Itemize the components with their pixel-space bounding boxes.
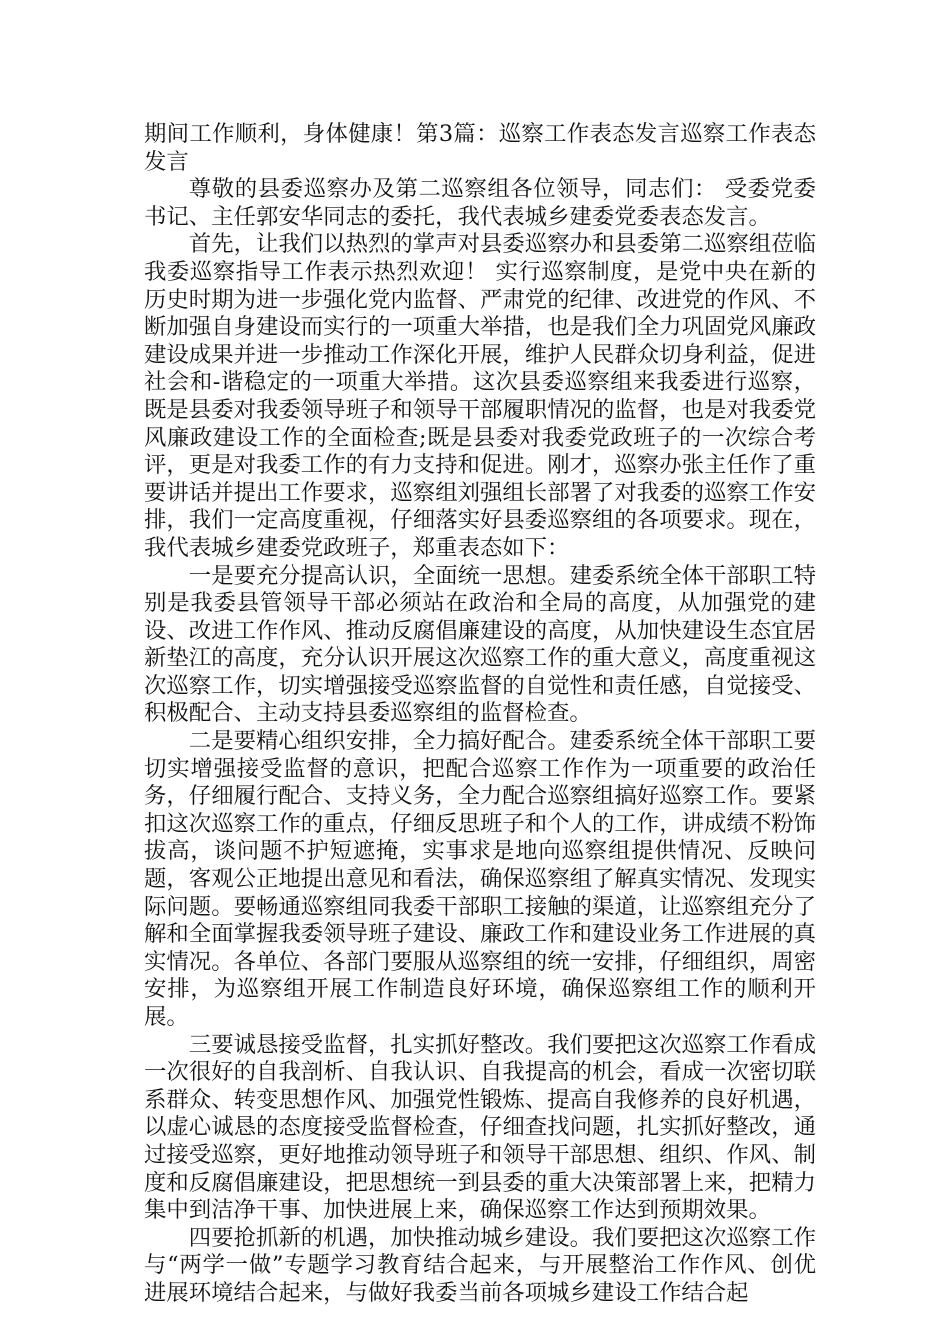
paragraph-salutation: 尊敬的县委巡察办及第二巡察组各位领导，同志们： 受委党委书记、主任郭安华同志的委托，我代表城乡建委党委表态发言。 — [144, 176, 816, 230]
paragraph-point-one: 一是要充分提高认识，全面统一思想。建委系统全体干部职工特别是我委县管领导干部必须站在政治和全局的高度，从加强党的建设、改进工作作风、推动反腐倡廉建设的高度，从加快建设生态宜居新垫江的高度，充分认识开展这次巡察工作的重大意义，高度重视这次巡察工作，切实增强接受巡察监督的自觉性和责任感，自觉接受、积极配合、主动支持县委巡察组的监督检查。 — [144, 562, 816, 727]
paragraph-point-four: 四要抢抓新的机遇，加快推动城乡建设。我们要把这次巡察工作与“两学一做”专题学习教育结合起来，与开展整治工作作风、创优进展环境结合起来，与做好我委当前各项城乡建设工作结合起 — [144, 1224, 816, 1306]
paragraph-point-two: 二是要精心组织安排，全力搞好配合。建委系统全体干部职工要切实增强接受监督的意识，把配合巡察工作作为一项重要的政治任务，仔细履行配合、支持义务，全力配合巡察组搞好巡察工作。要紧扣这次巡察工作的重点，仔细反思班子和个人的工作，讲成绩不粉饰拔高，谈问题不护短遮掩，实事求是地向巡察组提供情况、反映问题，客观公正地提出意见和看法，确保巡察组了解真实情况、发现实际问题。要畅通巡察组同我委干部职工接触的渠道，让巡察组充分了解和全面掌握我委领导班子建设、廉政工作和建设业务工作进展的真实情况。各单位、各部门要服从巡察组的统一安排，仔细组织，周密安排，为巡察组开展工作制造良好环境，确保巡察组工作的顺利开展。 — [144, 728, 816, 1030]
paragraph-point-three: 三要诚恳接受监督，扎实抓好整改。我们要把这次巡察工作看成一次很好的自我剖析、自我认识、自我提高的机会，看成一次密切联系群众、转变思想作风、加强党性锻炼、提高自我修养的良好机遇，以虚心诚恳的态度接受监督检查，仔细查找问题，扎实抓好整改，通过接受巡察，更好地推动领导班子和领导干部思想、组织、作风、制度和反腐倡廉建设，把思想统一到县委的重大决策部署上来，把精力集中到洁净干事、加快进展上来，确保巡察工作达到预期效果。 — [144, 1031, 816, 1224]
paragraph-introduction: 首先，让我们以热烈的掌声对县委巡察办和县委第二巡察组莅临我委巡察指导工作表示热烈欢迎！ 实行巡察制度，是党中央在新的历史时期为进一步强化党内监督、严肃党的纪律、改进党的作风、不断加强自身建设而实行的一项重大举措，也是我们全力巩固党风廉政建设成果并进一步推动工作深化开展，维护人民群众切身利益，促进社会和-谐稳定的一项重大举措。这次县委巡察组来我委进行巡察，既是县委对我委领导班子和领导干部履职情况的监督，也是对我委党风廉政建设工作的全面检查;既是县委对我委党政班子的一次综合考评，更是对我委工作的有力支持和促进。刚才，巡察办张主任作了重要讲话并提出工作要求，巡察组刘强组长部署了对我委的巡察工作安排，我们一定高度重视，仔细落实好县委巡察组的各项要求。现在，我代表城乡建委党政班子，郑重表态如下： — [144, 231, 816, 561]
paragraph-heading-line: 期间工作顺利，身体健康！第3篇：巡察工作表态发言巡察工作表态发言 — [144, 121, 816, 175]
document-body — [144, 121, 816, 1308]
